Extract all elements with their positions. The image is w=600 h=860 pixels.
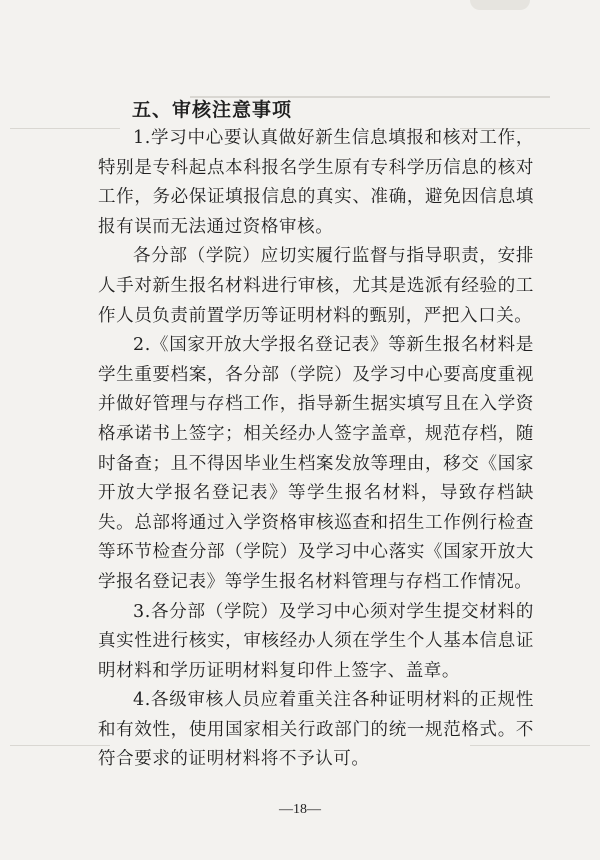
paragraph-2: 各分部（学院）应切实履行监督与指导职责，安排人手对新生报名材料进行审核，尤其是选派有经验的工作人员负责前置学历等证明材料的甄别，严把入口关。: [98, 246, 534, 326]
document-body: [98, 124, 534, 775]
section-heading: 五、审核注意事项: [132, 99, 293, 121]
page-number: —18—: [279, 802, 321, 817]
paragraph-1: 1.学习中心要认真做好新生信息填报和核对工作，特别是专科起点本科报名学生原有专科学历信息的核对工作，务必保证填报信息的真实、准确，避免因信息填报有误而无法通过资格审核。: [98, 128, 534, 237]
paragraph-5: 4.各级审核人员应着重关注各种证明材料的正规性和有效性，使用国家相关行政部门的统一规范格式。不符合要求的证明材料将不予认可。: [98, 690, 534, 770]
scan-smudge: [470, 0, 530, 10]
paragraph-3: 2.《国家开放大学报名登记表》等新生报名材料是学生重要档案，各分部（学院）及学习中心要高度重视并做好管理与存档工作，指导新生据实填写且在入学资格承诺书上签字；相关经办人签字盖章，规范存档，随时备查；且不得因毕业生档案发放等理由，移交《国家开放大学报名登记表》等学生报名材料，导致存档缺失。总部将通过入学资格审核巡查和招生工作例行检查等环节检查分部（学院）及学习中心落实《国家开放大学报名登记表》等学生报名材料管理与存档工作情况。: [98, 335, 534, 592]
paragraph-4: 3.各分部（学院）及学习中心须对学生提交材料的真实性进行核实，审核经办人须在学生个人基本信息证明材料和学历证明材料复印件上签字、盖章。: [98, 601, 534, 681]
show-through-line: [10, 745, 110, 746]
